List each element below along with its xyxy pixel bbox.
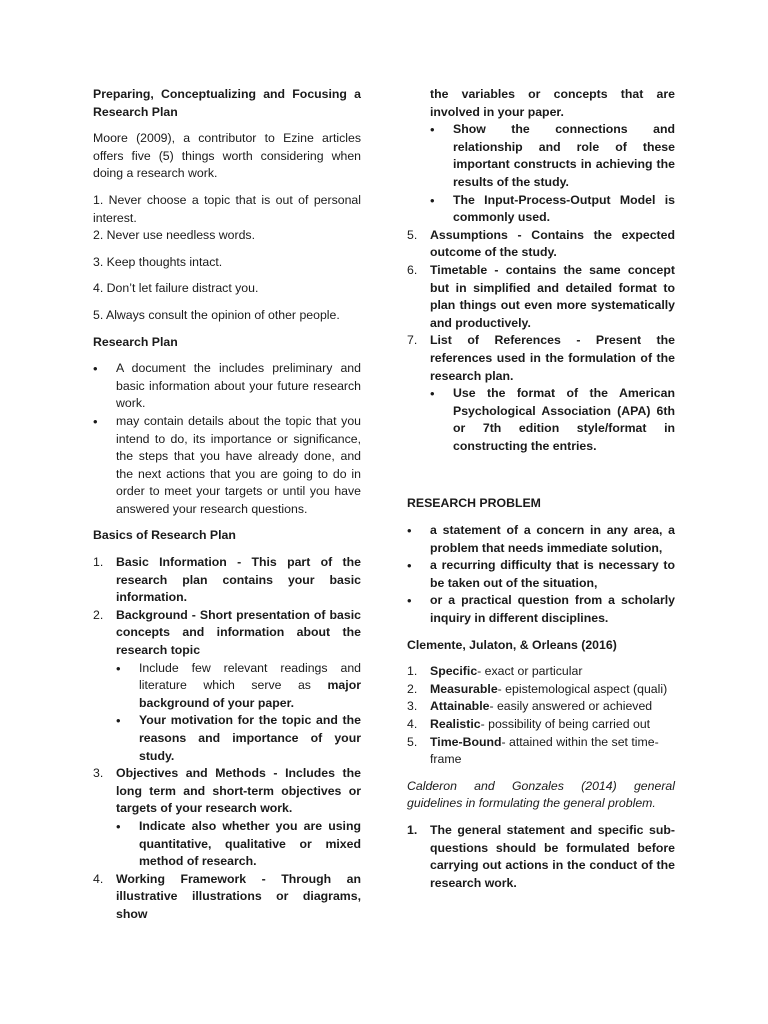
tip-item: 4. Don’t let failure distract you. [93,281,259,296]
numbered-item-continued: the variables or concepts that are involved in your paper. [430,87,675,119]
bullet-icon [93,360,116,379]
left-column [93,86,361,924]
bullet-item: • or a practical question from a scholarly inquiry in different disciplines. [407,592,675,627]
bullet-icon [116,660,139,679]
smart-item: 5. Time-Bound- attained within the set time-frame [407,734,659,767]
numbered-item: 3. Objectives and Methods - Includes the long term and short-term objectives or targets of your research work. [93,766,361,816]
sub-bullet-item: • Use the format of the American Psychological Association (APA) 6th or 7th edition style/format in constructing the entries. [407,385,675,455]
bullet-icon [407,592,430,611]
numbered-item: 2. Background - Short presentation of basic concepts and information about the research topic [93,607,361,658]
tip-item: 3. Keep thoughts intact. [93,254,223,269]
intro-paragraph: Moore (2009), a contributor to Ezine articles offers five (5) things worth considering when doing a research work. [93,131,361,181]
section-title: Preparing, Conceptualizing and Focusing a Research Plan [93,87,361,119]
bullet-icon [407,522,430,541]
smart-item: 4. Realistic- possibility of being carried out [407,717,651,731]
numbered-item: 4. Working Framework - Through an illustrative illustrations or diagrams, show [93,871,361,921]
calderon-paragraph: Calderon and Gonzales (2014) general guidelines in formulating the general problem. [407,778,675,811]
research-problem-heading: RESEARCH PROBLEM [407,496,541,511]
smart-item: 3. Attainable- easily answered or achieved [407,699,653,714]
bullet-item: • may contain details about the topic that you intend to do, its importance or significance, the steps that you have already done, and the next actions that you are going to do in order to meet your targets or until you have answered your research questions. [93,413,361,519]
sub-bullet-item: • Show the connections and relationship and role of these important constructs in achieving the results of the study. [407,121,675,191]
tip-item: 5. Always consult the opinion of other people. [93,307,340,322]
bullet-item: • A document the includes preliminary and basic information about your future research work. [93,360,361,413]
research-plan-heading: Research Plan [93,334,178,349]
clemente-heading: Clemente, Julaton, & Orleans (2016) [407,637,617,652]
sub-bullet-item: • The Input-Process-Output Model is commonly used. [407,192,675,227]
numbered-item: 6. Timetable - contains the same concept but in simplified and detailed format to plan things out even more systematically and productively. [407,262,675,330]
bullet-icon [430,121,453,140]
basics-heading: Basics of Research Plan [93,528,236,543]
bullet-icon [430,385,453,404]
sub-bullet-item: • Your motivation for the topic and the reasons and importance of your study. [93,712,361,765]
sub-bullet-item: • Include few relevant readings and literature which serve as major background of your paper. [93,660,361,713]
tip-item: 1. Never choose a topic that is out of personal interest. [93,192,361,225]
bullet-icon [116,818,139,837]
tip-item: 2. Never use needless words. [93,228,255,243]
bullet-icon [407,557,430,576]
bullet-icon [116,712,139,731]
sub-bullet-item: • Indicate also whether you are using quantitative, qualitative or mixed method of research. [93,818,361,871]
right-column [407,86,675,892]
smart-item: 1. Specific- exact or particular [407,664,583,679]
numbered-item: 7. List of References - Present the references used in the formulation of the research plan. [407,333,676,383]
bullet-icon [430,192,453,211]
bullet-item: • a statement of a concern in any area, a problem that needs immediate solution, [407,522,675,557]
bullet-icon [93,413,116,432]
numbered-item: 5. Assumptions - Contains the expected outcome of the study. [407,227,675,260]
numbered-item: 1. Basic Information - This part of the research plan contains your basic information. [93,555,361,605]
smart-item: 2. Measurable- epistemological aspect (quali) [407,681,668,696]
bullet-item: • a recurring difficulty that is necessary to be taken out of the situation, [407,557,675,592]
guideline-item: 1. The general statement and specific sub-questions should be formulated before carrying out actions in the conduct of the research work. [407,822,675,890]
